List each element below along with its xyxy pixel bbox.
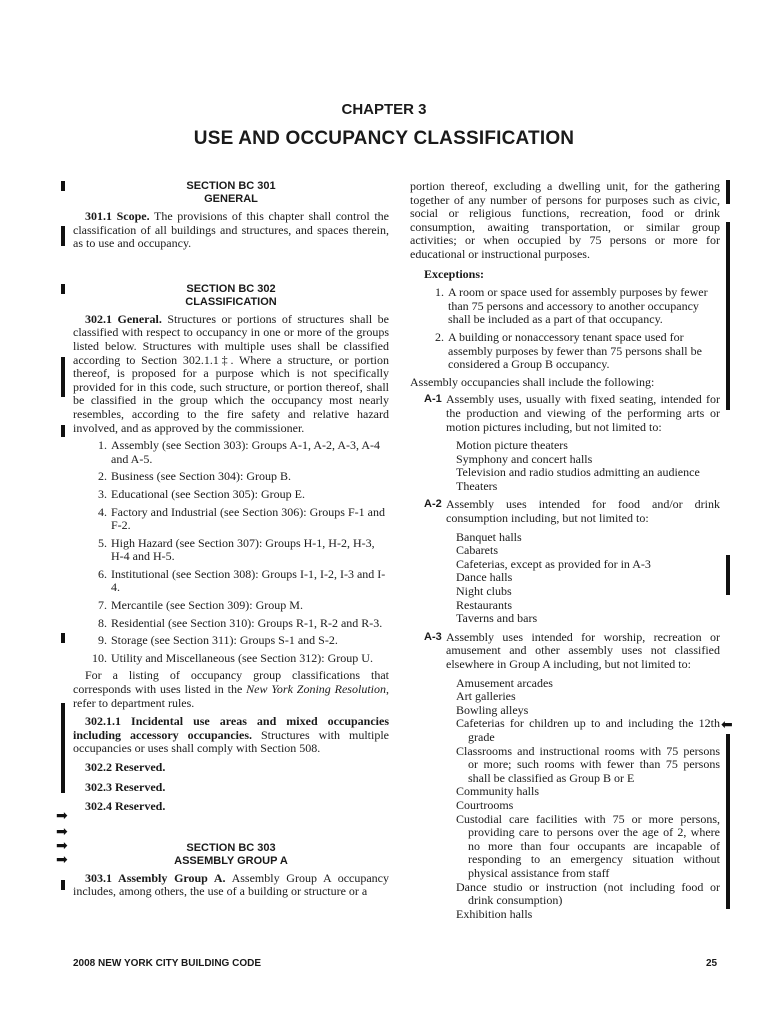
list-item: Courtrooms [456, 797, 514, 812]
list-item: 2. A building or nonaccessory tenant space used for assembly purposes by fewer than 75 persons shall be considered a Group B occupancy. [435, 329, 702, 372]
list-item: Banquet halls [456, 529, 522, 544]
list-item: Cafeterias, except as provided for in A-3 [456, 556, 651, 571]
revision-bar [61, 284, 65, 294]
left-column [73, 180, 389, 899]
group-a1-tag: A-1 [424, 393, 442, 406]
occupancy-group-list [73, 439, 389, 665]
list-item: Taverns and bars [456, 611, 538, 626]
list-item: 2. Business (see Section 304): Group B. [98, 469, 291, 484]
paragraph-301-1 [73, 210, 389, 251]
list-item: 1. A room or space used for assembly purposes by fewer than 75 persons and accessory to another occupancy shall be included as a part of that occupancy. [435, 285, 708, 327]
list-item: 6. Institutional (see Section 308): Groups I-1, I-2, I-3 and I-4. [98, 566, 386, 595]
list-item: 1. Assembly (see Section 303): Groups A-1, A-2, A-3, A-4 and A-5. [98, 438, 380, 466]
deletion-arrow-icon: ➡ [56, 808, 68, 824]
list-item: Night clubs [456, 584, 512, 599]
page-number: 25 [706, 958, 718, 969]
revision-bar [61, 880, 65, 890]
paragraph-302-3: 302.3 Reserved. [85, 779, 166, 794]
section-303-number: SECTION BC 303 [186, 841, 276, 854]
paragraph-label: 302.1 General. [85, 311, 162, 326]
paragraph-label: 302.1.1 Incidental use areas and mixed occupancies including accessory occupancies. [73, 714, 389, 742]
revision-bar [726, 555, 730, 595]
paragraph-302-zoning: For a listing of occupancy group classifications that corresponds with uses listed in the New York Zoning Resolution, refer to department rules. [73, 668, 389, 710]
list-item: Bowling alleys [456, 702, 529, 717]
group-a2: A-2 Assembly uses intended for food and/or drink consumption including, but not limited to: [424, 497, 720, 526]
revision-bar [726, 180, 730, 204]
group-a1-uses [410, 439, 720, 493]
list-item: Classrooms and instructional rooms with 75 persons or more; such rooms with fewer than 75 persons shall be classified as Group B or E [456, 743, 720, 785]
list-item: 5. High Hazard (see Section 307): Groups H-1, H-2, H-3, H-4 and H-5. [98, 535, 375, 564]
deletion-arrow-icon: ➡ [56, 824, 68, 840]
revision-bar [61, 357, 65, 397]
group-a3-uses [410, 677, 720, 922]
deletion-arrow-icon: ➡ [56, 852, 68, 868]
section-302-title: CLASSIFICATION [185, 295, 277, 308]
right-column [410, 180, 720, 926]
exceptions-list [410, 286, 720, 372]
paragraph-302-4: 302.4 Reserved. [85, 799, 166, 814]
revision-bar [61, 633, 65, 643]
paragraph-302-1 [73, 313, 389, 435]
list-item: 10. Utility and Miscellaneous (see Section 312): Group U. [92, 650, 373, 665]
deletion-arrow-icon: ➡ [56, 838, 68, 854]
list-item: Dance studio or instruction (not including food or drink consumption) [456, 879, 720, 908]
section-302-number: SECTION BC 302 [186, 282, 276, 295]
chapter-title: USE AND OCCUPANCY CLASSIFICATION [193, 128, 575, 149]
revision-bar [726, 734, 730, 909]
revision-bar [61, 181, 65, 191]
revision-bar [726, 222, 730, 410]
group-a2-uses [410, 531, 720, 626]
list-item: Dance halls [456, 570, 513, 585]
list-item: Motion picture theaters [456, 438, 568, 453]
section-301-number: SECTION BC 301 [186, 180, 276, 192]
group-a3-tag: A-3 [424, 630, 442, 643]
zoning-resolution-title: New York Zoning Resolution [246, 682, 386, 697]
paragraph-303-1: 303.1 Assembly Group A. Assembly Group A occupancy includes, among others, the use of a building or structure or a [73, 870, 389, 899]
group-a3: A-3 Assembly uses intended for worship, recreation or amusement and other assembly uses not classified elsewhere in Group A including, but not limited to: [424, 629, 720, 671]
section-303-title: ASSEMBLY GROUP A [174, 854, 288, 867]
list-item: 8. Residential (see Section 310): Groups R-1, R-2 and R-3. [98, 615, 383, 630]
list-item: 3. Educational (see Section 305): Group E. [98, 486, 305, 501]
list-item: Restaurants [456, 597, 512, 612]
group-a1: A-1 Assembly uses, usually with fixed seating, intended for the production and viewing of the performing arts or motion pictures including, but not limited to: [424, 392, 720, 434]
list-item: Art galleries [456, 689, 516, 704]
list-item: Exhibition halls [456, 906, 533, 921]
section-301-title: GENERAL [204, 193, 258, 205]
footer-code-title: 2008 NEW YORK CITY BUILDING CODE [73, 958, 261, 969]
paragraph-302-1-1: 302.1.1 Incidental use areas and mixed occupancies including accessory occupancies. Structures with multiple occupancies or uses shall comply with Section 508. [73, 714, 389, 756]
list-item: Community halls [456, 784, 540, 799]
list-item: 9. Storage (see Section 311): Groups S-1 and S-2. [98, 633, 338, 648]
list-item: Cafeterias for children up to and including the 12th grade [456, 716, 720, 744]
paragraph-label: 301.1 Scope. [85, 209, 150, 223]
list-item: Theaters [456, 478, 498, 493]
list-item: 4. Factory and Industrial (see Section 306): Groups F-1 and F-2. [98, 504, 385, 533]
list-item: Cabarets [456, 543, 498, 558]
list-item: Television and radio studios admitting an audience [456, 465, 700, 480]
revision-bar [61, 226, 65, 246]
list-item: Symphony and concert halls [456, 451, 593, 466]
revision-bar [61, 703, 65, 793]
exceptions-label: Exceptions: [424, 266, 484, 281]
chapter-number: CHAPTER 3 [341, 101, 427, 118]
list-item: Amusement arcades [456, 675, 553, 690]
paragraph-303-1-continued: portion thereof, excluding a dwelling unit, for the gathering together of any number of persons for purposes such as civic, social or religious functions, recreation, food or drink consumption, awaiting transportation, or similar group activities; or when occupied by 75 persons or more for educational or instructional purposes. [410, 179, 720, 261]
group-a2-tag: A-2 [424, 498, 442, 511]
paragraph-label: 303.1 Assembly Group A. [85, 870, 226, 885]
paragraph-text: Structures or portions of structures shall be classified with respect to occupancy in one or more of the groups listed below. Structures with multiple uses shall be classified according to Section 302.1.1‡. Where a structure, or portion thereof, is proposed for a purpose which is not specifically provided for in this code, such structure, or portion thereof, shall be classified in the group which the occupancy most nearly resembles, according to the fire safety and relative hazard involved, and as approved by the commissioner. [73, 311, 389, 435]
revision-bar [61, 425, 65, 437]
paragraph-302-2: 302.2 Reserved. [85, 760, 166, 774]
deletion-arrow-icon: ⬅ [721, 717, 733, 733]
paragraph-text: The provisions of this chapter shall control the classification of all buildings and structures, and spaces therein, as to use and occupancy. [73, 209, 389, 251]
assembly-intro: Assembly occupancies shall include the following: [410, 374, 655, 389]
list-item: Custodial care facilities with 75 or more persons, providing care to persons over the age of 2, where no more than four occupants are incapable of responding to an emergency situation without physical assistance from staff [456, 811, 720, 880]
list-item: 7. Mercantile (see Section 309): Group M. [98, 598, 303, 613]
